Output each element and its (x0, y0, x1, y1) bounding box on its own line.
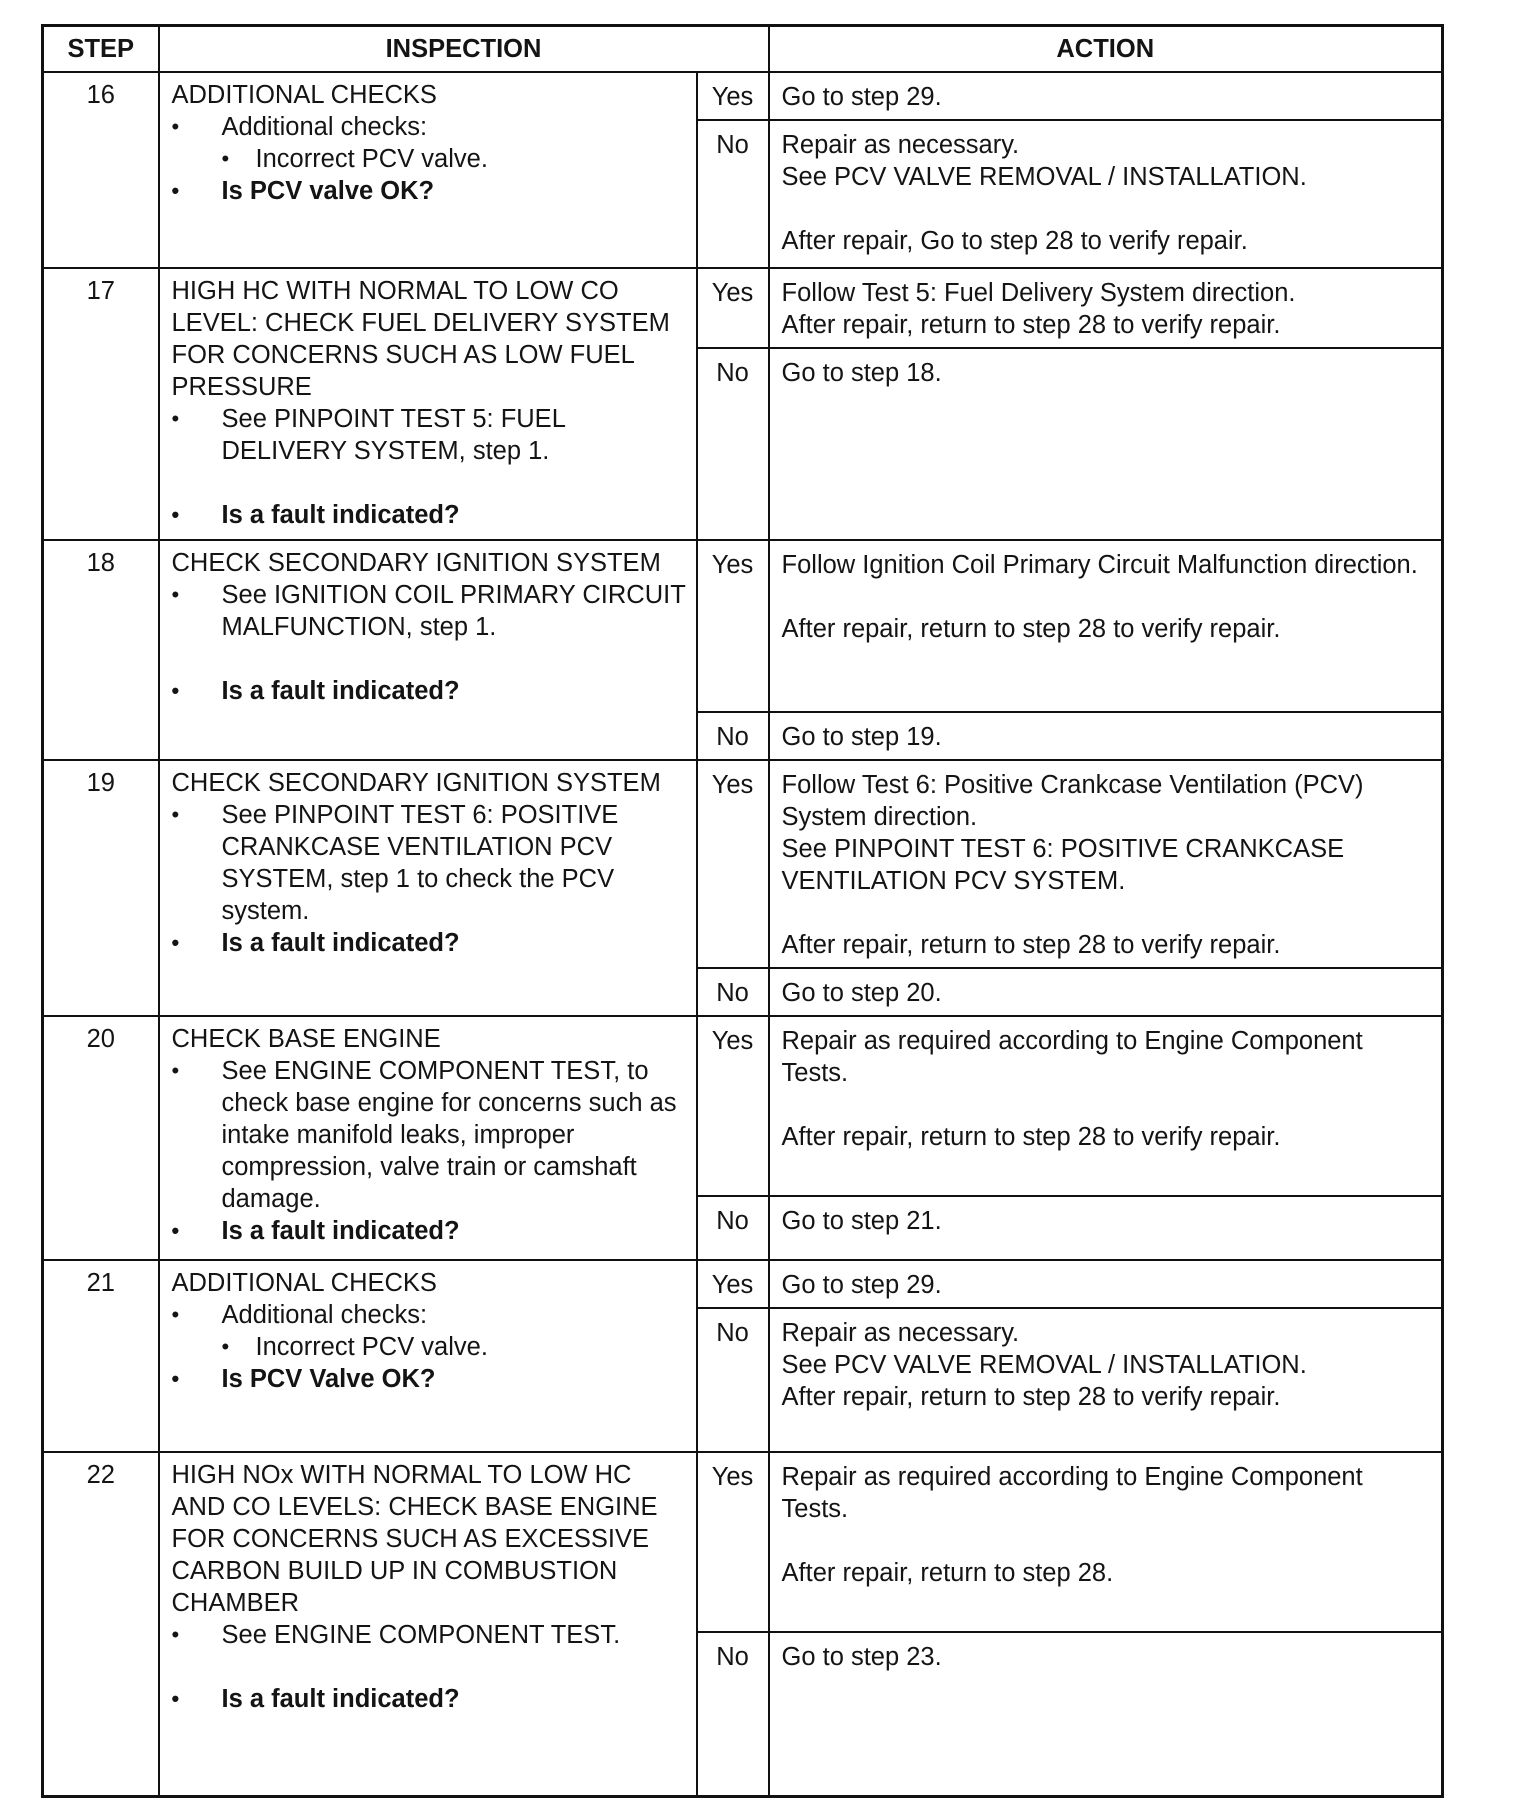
inspection-question: • Is a fault indicated? (172, 1683, 686, 1715)
yes-action (769, 1260, 1443, 1308)
inspection-cell (159, 1016, 697, 1260)
action-line: Go to step 29. (781, 83, 942, 111)
action-line: See PINPOINT TEST 6: POSITIVE CRANKCASE VENTILATION PCV SYSTEM. (781, 835, 1345, 895)
table-row (43, 1016, 1443, 1196)
action-line (782, 897, 1432, 929)
inspection-question: • Is a fault indicated? (172, 1215, 686, 1247)
inspection-title: CHECK BASE ENGINE (171, 1025, 441, 1053)
action-line (782, 1525, 1432, 1557)
table-row (43, 72, 1443, 120)
inspection-bullet: • See PINPOINT TEST 6: POSITIVE CRANKCASE VENTILATION PCV SYSTEM, step 1 to check the PCV system. (172, 799, 686, 927)
inspection-sub-bullet: • Incorrect PCV valve. (172, 1331, 686, 1363)
inspection-cell (159, 760, 697, 1016)
inspection-cell (159, 72, 697, 268)
no-label: No (697, 1632, 769, 1796)
table-body (43, 72, 1443, 1796)
yes-action (769, 540, 1443, 712)
step-number: 19 (43, 760, 159, 1016)
yes-action (769, 1452, 1443, 1632)
inspection-bullet: • See PINPOINT TEST 5: FUEL DELIVERY SYSTEM, step 1. (172, 403, 686, 467)
inspection-bullet: • Additional checks: (172, 1299, 686, 1331)
inspection-bullets (172, 111, 686, 207)
inspection-question: • Is a fault indicated? (172, 499, 686, 531)
inspection-question: • Is a fault indicated? (172, 927, 686, 959)
inspection-cell (159, 540, 697, 760)
inspection-bullet: • See ENGINE COMPONENT TEST. (172, 1619, 686, 1651)
inspection-title: CHECK SECONDARY IGNITION SYSTEM (171, 769, 661, 797)
table-row (43, 268, 1443, 348)
action-line: Follow Ignition Coil Primary Circuit Malfunction direction. (781, 551, 1418, 579)
step-number: 17 (43, 268, 159, 540)
table-row (43, 760, 1443, 968)
yes-action (769, 760, 1443, 968)
inspection-title: ADDITIONAL CHECKS (171, 81, 437, 109)
action-line: Go to step 21. (781, 1207, 942, 1235)
spacer (172, 1651, 686, 1683)
table-row (43, 540, 1443, 712)
no-action (769, 120, 1443, 268)
no-label: No (697, 1196, 769, 1260)
diagnostic-table (41, 24, 1444, 1798)
action-line: After repair, return to step 28. (781, 1559, 1114, 1587)
yes-label: Yes (697, 540, 769, 712)
action-line: Follow Test 5: Fuel Delivery System direction. (781, 279, 1296, 307)
inspection-bullets (172, 1299, 686, 1395)
action-line: After repair, return to step 28 to verify repair. (781, 615, 1281, 643)
no-action (769, 712, 1443, 760)
no-label: No (697, 120, 769, 268)
yes-action (769, 1016, 1443, 1196)
no-label: No (697, 348, 769, 540)
yes-label: Yes (697, 760, 769, 968)
action-line: Repair as required according to Engine Component Tests. (781, 1463, 1363, 1523)
inspection-cell (159, 1260, 697, 1452)
step-number: 20 (43, 1016, 159, 1260)
header-row (43, 26, 1443, 73)
action-line (782, 193, 1432, 225)
table-row (43, 1260, 1443, 1308)
header-inspection: INSPECTION (159, 26, 769, 73)
no-label: No (697, 712, 769, 760)
table-row (43, 1452, 1443, 1632)
yes-label: Yes (697, 1260, 769, 1308)
action-line: Repair as necessary. (781, 131, 1020, 159)
yes-action (769, 268, 1443, 348)
inspection-bullets (172, 1055, 686, 1247)
step-number: 16 (43, 72, 159, 268)
yes-label: Yes (697, 268, 769, 348)
no-action (769, 1308, 1443, 1452)
inspection-cell (159, 268, 697, 540)
action-line: Go to step 19. (781, 723, 942, 751)
step-number: 18 (43, 540, 159, 760)
no-label: No (697, 1308, 769, 1452)
inspection-bullets (172, 1619, 686, 1715)
no-action (769, 348, 1443, 540)
inspection-sub-bullet: • Incorrect PCV valve. (172, 143, 686, 175)
spacer (172, 467, 686, 499)
action-line: Go to step 20. (781, 979, 942, 1007)
inspection-bullets (172, 403, 686, 531)
spacer (172, 643, 686, 675)
inspection-bullets (172, 579, 686, 707)
no-action (769, 1196, 1443, 1260)
action-line: See PCV VALVE REMOVAL / INSTALLATION. (781, 1351, 1307, 1379)
action-line: After repair, return to step 28 to verify repair. (781, 311, 1281, 339)
inspection-bullet: • See ENGINE COMPONENT TEST, to check base engine for concerns such as intake manifold leaks, improper compression, valve train or camshaft damage. (172, 1055, 686, 1215)
header-step: STEP (43, 26, 159, 73)
action-line: After repair, return to step 28 to verify repair. (781, 1123, 1281, 1151)
action-line: Repair as necessary. (781, 1319, 1020, 1347)
action-line: See PCV VALVE REMOVAL / INSTALLATION. (781, 163, 1307, 191)
diagnostic-sheet (41, 24, 1441, 1798)
no-action (769, 968, 1443, 1016)
yes-label: Yes (697, 72, 769, 120)
action-line: Go to step 18. (781, 359, 942, 387)
header-action: ACTION (769, 26, 1443, 73)
action-line: Follow Test 6: Positive Crankcase Ventilation (PCV) System direction. (781, 771, 1364, 831)
action-line: Repair as required according to Engine Component Tests. (781, 1027, 1363, 1087)
inspection-question: • Is PCV valve OK? (172, 175, 686, 207)
inspection-title: HIGH NOx WITH NORMAL TO LOW HC AND CO LEVELS: CHECK BASE ENGINE FOR CONCERNS SUCH AS EXCESSIVE CARBON BUILD UP IN COMBUSTION CHAMBER (171, 1461, 658, 1617)
inspection-bullet: • Additional checks: (172, 111, 686, 143)
inspection-question: • Is a fault indicated? (172, 675, 686, 707)
inspection-title: HIGH HC WITH NORMAL TO LOW CO LEVEL: CHECK FUEL DELIVERY SYSTEM FOR CONCERNS SUCH AS LOW FUEL PRESSURE (171, 277, 670, 401)
inspection-question: • Is PCV Valve OK? (172, 1363, 686, 1395)
step-number: 21 (43, 1260, 159, 1452)
yes-action (769, 72, 1443, 120)
action-line: After repair, Go to step 28 to verify repair. (781, 227, 1248, 255)
inspection-title: ADDITIONAL CHECKS (171, 1269, 437, 1297)
action-line: Go to step 23. (781, 1643, 942, 1671)
inspection-bullet: • See IGNITION COIL PRIMARY CIRCUIT MALFUNCTION, step 1. (172, 579, 686, 643)
yes-label: Yes (697, 1016, 769, 1196)
action-line: After repair, return to step 28 to verify repair. (781, 931, 1281, 959)
no-action (769, 1632, 1443, 1796)
action-line (782, 1089, 1432, 1121)
inspection-bullets (172, 799, 686, 959)
action-line: After repair, return to step 28 to verify repair. (781, 1383, 1281, 1411)
inspection-title: CHECK SECONDARY IGNITION SYSTEM (171, 549, 661, 577)
no-label: No (697, 968, 769, 1016)
inspection-cell (159, 1452, 697, 1796)
step-number: 22 (43, 1452, 159, 1796)
action-line (782, 581, 1432, 613)
action-line: Go to step 29. (781, 1271, 942, 1299)
yes-label: Yes (697, 1452, 769, 1632)
